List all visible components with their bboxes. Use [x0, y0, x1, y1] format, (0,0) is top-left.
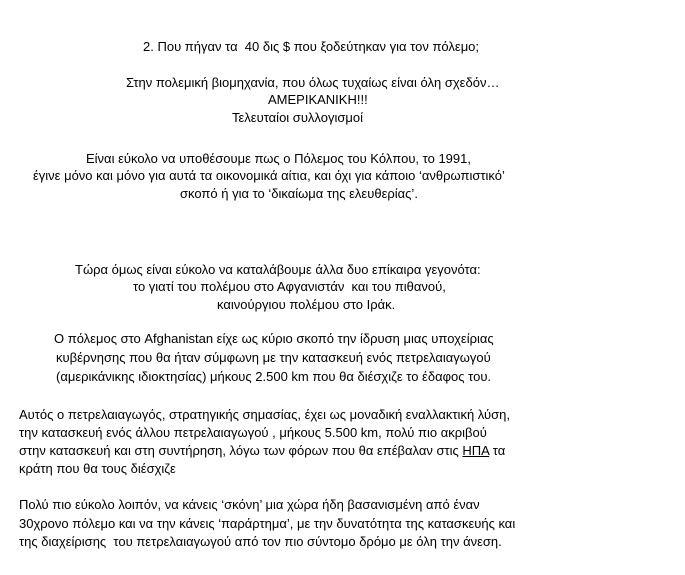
question-heading: 2. Που πήγαν τα 40 δις $ που ξοδεύτηκαν για τον πόλεμο;	[143, 39, 480, 54]
paragraph-4-line-2: την κατασκευή ενός άλλου πετρελαιαγωγού , μήκους 5.500 km, πολύ πιο ακριβού	[19, 425, 487, 440]
paragraph-5-line-2: 30χρονο πόλεμο και να την κάνεις ‘παράρτημα’, με την δυνατότητα της κατασκευής και	[19, 516, 516, 531]
paragraph-2-line-2: το γιατί του πολέμου στο Αφγανιστάν και του πιθανού,	[133, 279, 446, 294]
paragraph-3-line-2: κυβέρνησης που θα ήταν σύμφωνη με την κατασκευή ενός πετρελαιαγωγού	[56, 350, 491, 365]
paragraph-4-line-3	[19, 443, 505, 459]
paragraph-4-line-3-text: στην κατασκευή και στη συντήρηση, λόγω των φόρων που θα επέβαλαν στις	[19, 443, 463, 458]
paragraph-5-line-3: της διαχείρισης του πετρελαιαγωγού από τον πιο σύντομο δρόμο με όλη την άνεση.	[19, 534, 502, 549]
paragraph-3-line-3: (αμερικάνικης ιδιοκτησίας) μήκους 2.500 km που θα διέσχιζε το έδαφος του.	[56, 369, 492, 384]
usa-underlined-text: ΗΠΑ	[462, 443, 490, 458]
answer-line-1: Στην πολεμική βιομηχανία, που όλως τυχαίως είναι όλη σχεδόν…	[126, 75, 500, 90]
paragraph-2-line-1: Τώρα όμως είναι εύκολο να καταλάβουμε άλλα δυο επίκαιρα γεγονότα:	[75, 262, 481, 277]
paragraph-5-line-1: Πολύ πιο εύκολο λοιπόν, να κάνεις ‘σκόνη’ μια χώρα ήδη βασανισμένη από έναν	[19, 497, 480, 512]
paragraph-1-line-2: έγινε μόνο και μόνο για αυτά τα οικονομικά αίτια, και όχι για κάποιο ‘ανθρωπιστικό’	[33, 168, 505, 183]
paragraph-4-line-4: κράτη που θα τους διέσχιζε	[19, 461, 176, 476]
paragraph-2-line-3: καινούργιου πολέμου στο Ιράκ.	[217, 297, 396, 312]
paragraph-1-line-3: σκοπό ή για το ‘δικαίωμα της ελευθερίας’.	[180, 186, 418, 201]
answer-line-2: ΑΜΕΡΙΚΑΝΙΚΗ!!!	[268, 92, 368, 107]
paragraph-1-line-1: Είναι εύκολο να υποθέσουμε πως ο Πόλεμος του Κόλπου, το 1991,	[86, 151, 471, 166]
paragraph-4-line-1: Αυτός ο πετρελαιαγωγός, στρατηγικής σημασίας, έχει ως μοναδική εναλλακτική λύση,	[19, 407, 510, 422]
paragraph-4-line-3-end: τα	[489, 443, 506, 458]
section-subheading: Τελευταίοι συλλογισμοί	[232, 110, 363, 125]
paragraph-3-line-1: Ο πόλεμος στο Afghanistan είχε ως κύριο σκοπό την ίδρυση μιας υποχείριας	[54, 331, 494, 346]
